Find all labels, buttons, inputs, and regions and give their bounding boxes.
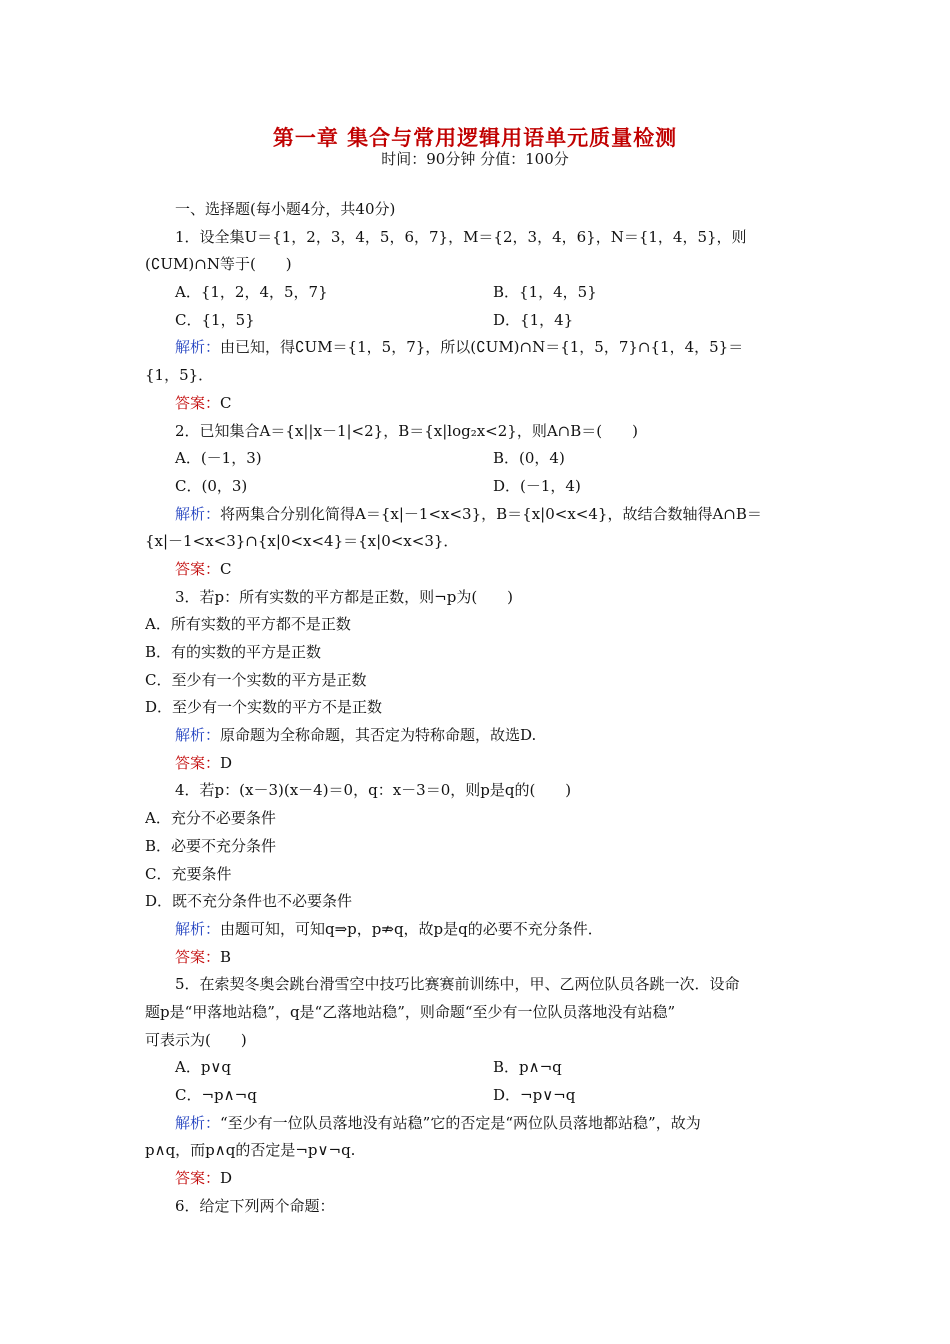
q3-stem: 3．若p：所有实数的平方都是正数，则¬p为( ) xyxy=(175,587,514,606)
q2-answer-value: C xyxy=(220,559,232,578)
q4-option-c: C．充要条件 xyxy=(145,864,232,883)
document-body xyxy=(145,196,807,1220)
q4-answer xyxy=(145,944,807,972)
q5-answer-value: D xyxy=(220,1169,233,1188)
page-subtitle: 时间：90分钟 分值：100分 xyxy=(381,150,569,168)
q2-options-row2 xyxy=(145,473,807,501)
analysis-label: 解析： xyxy=(175,338,221,357)
q5-stem: 5．在索契冬奥会跳台滑雪空中技巧比赛赛前训练中，甲、乙两位队员各跳一次．设命 xyxy=(175,975,740,994)
q1-analysis xyxy=(145,334,807,362)
q1-option-c: C．{1，5} xyxy=(175,310,255,329)
q1-answer xyxy=(145,390,807,418)
q5-stem-cont2: 可表示为( ) xyxy=(145,1030,247,1049)
q2-option-c: C．(0，3) xyxy=(175,476,248,495)
page-title: 第一章 集合与常用逻辑用语单元质量检测 xyxy=(272,125,678,150)
q3-option-a: A．所有实数的平方都不是正数 xyxy=(145,615,351,634)
q3-analysis-text: 原命题为全称命题，其否定为特称命题，故选D. xyxy=(220,726,537,745)
analysis-label: 解析： xyxy=(175,504,221,523)
q5-options-row2 xyxy=(145,1082,807,1110)
q1-options-row2 xyxy=(145,307,807,335)
q3-answer xyxy=(145,750,807,778)
analysis-label: 解析： xyxy=(175,1113,221,1132)
q5-answer xyxy=(145,1165,807,1193)
q3-option-c: C．至少有一个实数的平方是正数 xyxy=(145,670,367,689)
q3-analysis xyxy=(145,722,807,750)
q2-analysis-text: 将两集合分别化简得A＝{x|－1<x<3}，B＝{x|0<x<4}，故结合数轴得A∩B＝ xyxy=(220,504,762,523)
q3-answer-value: D xyxy=(220,753,233,772)
q1-option-d: D．{1，4} xyxy=(493,310,574,329)
section-heading: 一、选择题(每小题4分，共40分) xyxy=(175,200,396,218)
q1-option-b: B．{1，4，5} xyxy=(493,283,597,302)
q2-answer xyxy=(145,556,807,584)
q1-answer-value: C xyxy=(220,393,232,412)
q4-option-d: D．既不充分条件也不必要条件 xyxy=(145,892,353,911)
q4-stem: 4．若p：(x－3)(x－4)＝0，q：x－3＝0，则p是q的( ) xyxy=(175,781,572,800)
q1-option-a: A．{1，2，4，5，7} xyxy=(175,283,328,302)
q4-option-b: B．必要不充分条件 xyxy=(145,836,277,855)
q5-option-a: A．p∨q xyxy=(175,1058,232,1077)
q2-analysis-cont: {x|－1<x<3}∩{x|0<x<4}＝{x|0<x<3}． xyxy=(145,532,459,551)
q5-option-b: B．p∧¬q xyxy=(493,1058,562,1077)
q5-analysis xyxy=(145,1110,807,1138)
q1-analysis-text: 由已知，得∁UM＝{1，5，7}，所以(∁UM)∩N＝{1，5，7}∩{1，4，5}＝ xyxy=(220,338,744,357)
q2-option-b: B．(0，4) xyxy=(493,449,565,468)
q5-analysis-cont: p∧q，而p∧q的否定是¬p∨¬q. xyxy=(145,1141,356,1160)
answer-label: 答案： xyxy=(175,947,221,966)
q5-analysis-text: “至少有一位队员落地没有站稳”它的否定是“两位队员落地都站稳”，故为 xyxy=(220,1113,701,1132)
q2-analysis xyxy=(145,501,807,529)
q4-analysis-text: 由题可知，可知q⇒p，p⇏q，故p是q的必要不充分条件． xyxy=(220,919,603,938)
q1-options-row1 xyxy=(145,279,807,307)
answer-label: 答案： xyxy=(175,559,221,578)
q3-option-d: D．至少有一个实数的平方不是正数 xyxy=(145,698,383,717)
q1-analysis-cont: {1，5}． xyxy=(145,366,214,385)
q2-option-d: D．(－1，4) xyxy=(493,476,581,495)
q4-option-a: A．充分不必要条件 xyxy=(145,809,276,828)
q5-option-d: D．¬p∨¬q xyxy=(493,1086,576,1104)
q1-stem: 1．设全集U＝{1，2，3，4，5，6，7}，M＝{2，3，4，6}，N＝{1，4，5}，则 xyxy=(175,227,747,246)
q2-stem: 2．已知集合A＝{x||x－1|<2}，B＝{x|log₂x<2}，则A∩B＝( ) xyxy=(175,421,638,440)
q6-stem: 6．给定下列两个命题： xyxy=(175,1196,335,1215)
q5-options-row1 xyxy=(145,1054,807,1082)
analysis-label: 解析： xyxy=(175,919,221,938)
answer-label: 答案： xyxy=(175,1169,221,1188)
q2-options-row1 xyxy=(145,445,807,473)
q3-option-b: B．有的实数的平方是正数 xyxy=(145,643,322,661)
answer-label: 答案： xyxy=(175,753,221,772)
answer-label: 答案： xyxy=(175,393,221,412)
q1-stem-cont: (∁UM)∩N等于( ) xyxy=(145,255,292,274)
q5-option-c: C．¬p∧¬q xyxy=(175,1086,257,1104)
q5-stem-cont: 题p是“甲落地站稳”，q是“乙落地站稳”，则命题“至少有一位队员落地没有站稳” xyxy=(145,1002,676,1021)
q4-answer-value: B xyxy=(220,947,232,966)
q4-analysis xyxy=(145,916,807,944)
q2-option-a: A．(－1，3) xyxy=(175,449,262,468)
analysis-label: 解析： xyxy=(175,726,221,745)
